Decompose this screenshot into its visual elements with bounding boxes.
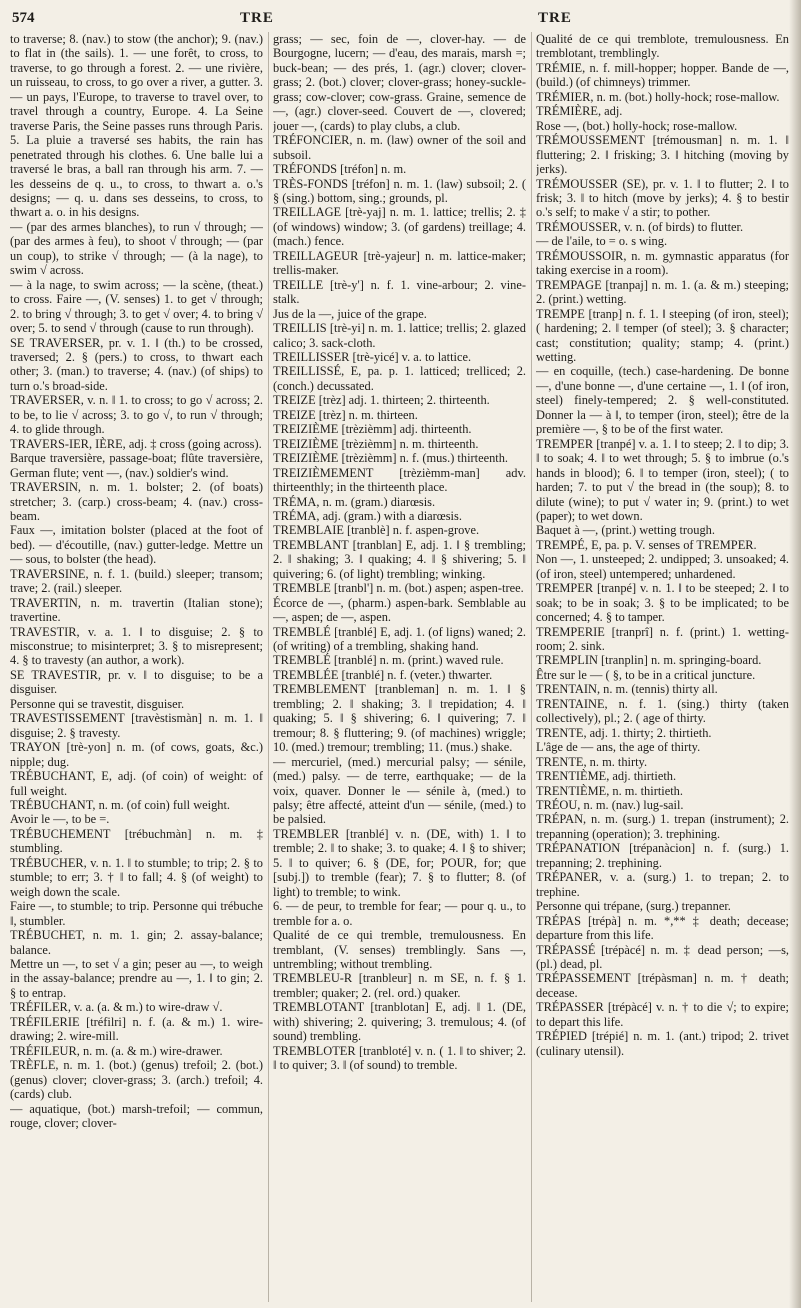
dictionary-entry: L'âge de — ans, the age of thirty.: [536, 740, 701, 755]
dictionary-entry: TRÉMOUSSER (SE), pr. v. 1. ‖ to flutter; 2. ‖ to frisk; 3. ‖ to hitch (move by jerks); 4. § to bestir o.'s self; to make √ a stir; to pother.: [536, 176, 789, 220]
dictionary-entry: TREMBLÉ [tranblé] E, adj. 1. (of ligns) waned; 2. (of writing) of a trembling, shaking hand.: [273, 624, 526, 654]
dictionary-entry: — aquatique, (bot.) marsh-trefoil; — commun, rouge, clover; clover-: [10, 1101, 263, 1130]
dictionary-entry: — en coquille, (tech.) case-hardening. De bonne —, d'une bonne —, d'une certaine —, 1. ‖ (of iron, steel) finely-tempered; 2. § well-constituted. Donner la — à ‖, to temper (iron, steel); être de la première —, § to be of the first water.: [536, 364, 789, 437]
dictionary-entry: TRAVESTIR, v. a. 1. ‖ to disguise; 2. § to misconstrue; to misinterpret; 3. § to misrepresent; 4. § to travesty (an author, a work).: [10, 624, 263, 668]
column-2: [273, 32, 526, 1302]
dictionary-entry: 6. — de peur, to tremble for fear; — pour q. u., to tremble for a. o.: [273, 899, 526, 928]
dictionary-entry: TREMBLÉE [tranblé] n. f. (veter.) thwarter.: [273, 667, 493, 682]
dictionary-entry: TRÉFILERIE [tréfilri] n. f. (a. & m.) 1. wire-drawing; 2. wire-mill.: [10, 1014, 263, 1044]
dictionary-entry: Non —, 1. unsteeped; 2. undipped; 3. unsoaked; 4. (of iron, steel) untempered; unhardened.: [536, 552, 789, 581]
page-header: [10, 6, 791, 32]
dictionary-entry: TREILLIS [trè-yi] n. m. 1. lattice; trellis; 2. glazed calico; 3. sack-cloth.: [273, 321, 526, 350]
running-head-left: TRE: [240, 10, 274, 26]
dictionary-entry: TRAVERSER, v. n. ‖ 1. to cross; to go √ across; 2. to be, to lie √ across; 3. to go √, to run √ through; 4. to glide through.: [10, 393, 263, 437]
dictionary-entry: TRÉPASSEMENT [trépàsman] n. m. † death; decease.: [536, 971, 789, 1000]
dictionary-entry: TRÉMIÈRE, adj.: [536, 104, 623, 119]
dictionary-entry: Qualité de ce qui tremblote, tremulousness. En tremblotant, tremblingly.: [536, 32, 789, 61]
dictionary-entry: TREIZIÈME [trèzièmm] adj. thirteenth.: [273, 422, 472, 437]
page-number: 574: [12, 10, 35, 26]
dictionary-entry: TRÉPASSÉ [trépàcé] n. m. ‡ dead person; —s, (pl.) dead, pl.: [536, 942, 789, 971]
dictionary-entry: TREMBLÉ [tranblé] n. m. (print.) waved rule.: [273, 653, 504, 668]
dictionary-entry: Faux —, imitation bolster (placed at the foot of bed). — d'écoutille, (nav.) gutter-ledge. Mettre un — sous, to bolster (the head).: [10, 523, 263, 567]
dictionary-entry: TRÉFONCIER, n. m. (law) owner of the soil and subsoil.: [273, 133, 526, 162]
dictionary-entry: TRAVERS-IER, IÈRE, adj. ‡ cross (going across).: [10, 436, 262, 451]
dictionary-entry: — de l'aile, to = o. s wing.: [536, 234, 668, 249]
dictionary-entry: TREMBLE [tranbl'] n. m. (bot.) aspen; aspen-tree.: [273, 581, 524, 596]
dictionary-entry: TRÉPASSER [trépàcé] v. n. † to die √; to expire; to depart this life.: [536, 1000, 789, 1029]
dictionary-entry: Baquet à —, (print.) wetting trough.: [536, 523, 715, 538]
dictionary-entry: to traverse; 8. (nav.) to stow (the anchor); 9. (nav.) to flat in (the sails). 1. — une forêt, to cross, to traverse, to go through a forest. 2. — une rivière, un ruisseau, to cross, to go over a river, a gutter. 3. — un pays, l'Europe, to traverse to travel over, to travel through a country, Europe. 4. La Seine traverse Paris, the Seine passes runs through Paris. 5. La pluie a traversé ses habits, the rain has penetrated through his clothes. 6. Une balle lui a traversé le bras, a ball ran through his arm. 7. — les desseins de q. u., to cross, to thwart a. o.'s designs; — q. u. dans ses desseins, to cross, to thwart a. o. in his designs.: [10, 32, 263, 220]
dictionary-entry: TREIZIÈME [trèzièmm] n. m. thirteenth.: [273, 436, 479, 451]
dictionary-entry: — mercuriel, (med.) mercurial palsy; — sénile, (med.) palsy. — de terre, earthquake; — de la voix, quaver. Donner le — sénile à, (med.) to palsy; être affecté, atteint d'un — sénile, (med.) to be palsied.: [273, 754, 526, 827]
dictionary-entry: TRÉFILER, v. a. (a. & m.) to wire-draw √.: [10, 1000, 223, 1015]
dictionary-entry: TRENTE, adj. 1. thirty; 2. thirtieth.: [536, 725, 712, 740]
dictionary-entry: TREIZIÈMEMENT [trèzièmm-man] adv. thirteenthly; in the thirteenth place.: [273, 465, 526, 495]
dictionary-entry: Jus de la —, juice of the grape.: [273, 306, 427, 321]
dictionary-entry: TRÉPAN, n. m. (surg.) 1. trepan (instrument); 2. trepanning (operation); 3. trephining.: [536, 812, 789, 841]
dictionary-entry: Être sur le — ( §, to be in a critical juncture.: [536, 667, 756, 682]
dictionary-entry: TREILLISSER [trè-yicé] v. a. to lattice.: [273, 349, 472, 364]
dictionary-entry: TREMBLAIE [tranblè] n. f. aspen-grove.: [273, 523, 480, 538]
dictionary-entry: TREMPLIN [tranplin] n. m. springing-board.: [536, 653, 762, 668]
dictionary-entry: TRÈS-FONDS [tréfon] n. m. 1. (law) subsoil; 2. ( § (sing.) bottom, sing.; grounds, pl.: [273, 176, 526, 205]
dictionary-entry: TRÉPANER, v. a. (surg.) 1. to trepan; 2. to trephine.: [536, 870, 789, 899]
column-3: [536, 32, 789, 1302]
dictionary-entry: TRÉMIE, n. f. mill-hopper; hopper. Bande de —, (build.) (of chimneys) trimmer.: [536, 60, 789, 90]
dictionary-entry: Écorce de —, (pharm.) aspen-bark. Semblable au —, aspen; de —, aspen.: [273, 595, 526, 625]
dictionary-entry: TREMBLER [tranblé] v. n. (DE, with) 1. ‖ to tremble; 2. ‖ to shake; 3. to quake; 4. ‖ § to shiver; 5. ‖ to quiver; 6. § (DE, for; POUR, for; que [subj.]) to tremble (fear); 7. § to flutter; 8. (of light) to tremble; to wink.: [273, 826, 526, 899]
dictionary-entry: TRAVESTISSEMENT [travèstismàn] n. m. 1. ‖ disguise; 2. § travesty.: [10, 711, 263, 740]
dictionary-entry: TRÉFONDS [tréfon] n. m.: [273, 162, 407, 177]
page-gutter-shadow: [789, 0, 801, 1308]
dictionary-entry: TRÉBUCHET, n. m. 1. gin; 2. assay-balance; balance.: [10, 928, 263, 957]
dictionary-entry: TRENTIÈME, adj. thirtieth.: [536, 769, 677, 784]
dictionary-entry: Faire —, to stumble; to trip. Personne qui trébuche ‖, stumbler.: [10, 899, 263, 928]
dictionary-entry: TRÉFILEUR, n. m. (a. & m.) wire-drawer.: [10, 1043, 223, 1058]
dictionary-entry: TRÈFLE, n. m. 1. (bot.) (genus) trefoil; 2. (bot.) (genus) clover; clover-grass; 3. (arch.) trefoil; 4. (cards) club.: [10, 1058, 263, 1102]
dictionary-entry: TRÉMIER, n. m. (bot.) holly-hock; rose-mallow.: [536, 89, 780, 104]
column-divider: [268, 32, 269, 1302]
dictionary-entry: TRÉMA, n. m. (gram.) diarœsis.: [273, 494, 436, 509]
dictionary-entry: TREIZE [trèz] n. m. thirteen.: [273, 407, 418, 422]
dictionary-entry: TRAYON [trè-yon] n. m. (of cows, goats, &c.) nipple; dug.: [10, 740, 263, 769]
dictionary-entry: Avoir le —, to be =.: [10, 812, 110, 827]
dictionary-entry: grass; — sec, foin de —, clover-hay. — de Bourgogne, lucern; — d'eau, des marais, marsh =; buck-bean; — des prés, 1. (agr.) clover; clover-grass; 2. (bot.) clover; clover-grass; honey-suckle-grass; cow-clover; cow-grass. Graine, semence de —, (agr.) clover-seed. Couvert de —, clovered; jouer —, (cards) to play clubs, a club.: [273, 32, 526, 133]
dictionary-entry: TRENTAIN, n. m. (tennis) thirty all.: [536, 682, 718, 697]
dictionary-entry: — (par des armes blanches), to run √ through; — (par des armes à feu), to shoot √ through; — (par un coup), to strike √ through; — (à la nage), to swim √ across.: [10, 219, 263, 278]
dictionary-entry: Qualité de ce qui tremble, tremulousness. En tremblant, (V. senses) tremblingly. Sans —, untrembling; without trembling.: [273, 928, 526, 971]
dictionary-entry: TRÉBUCHER, v. n. 1. ‖ to stumble; to trip; 2. § to stumble; to err; 3. † ‖ to fall; 4. § (of weight) to weigh down the scale.: [10, 855, 263, 899]
dictionary-entry: TRÉPIED [trépié] n. m. 1. (ant.) tripod; 2. trivet (culinary utensil).: [536, 1029, 789, 1058]
running-head-right: TRE: [538, 10, 572, 26]
dictionary-entry: TREMBLEMENT [tranbleman] n. m. 1. ‖ § trembling; 2. ‖ shaking; 3. ‖ trepidation; 4. ‖ quaking; 5. ‖ § shivering; 6. ‖ quivering; 7. ‖ tremour; 8. § fluttering; 9. (of machines) wriggle; 10. (med.) tremour; trembling; 11. (mus.) shake.: [273, 682, 526, 755]
dictionary-entry: TRÉPAS [trépà] n. m. *,** ‡ death; decease; departure from this life.: [536, 913, 789, 943]
dictionary-entry: TREILLAGEUR [trè-yajeur] n. m. lattice-maker; trellis-maker.: [273, 248, 526, 278]
dictionary-entry: Personne qui se travestit, disguiser.: [10, 696, 185, 711]
dictionary-entry: TRÉBUCHEMENT [trébuchmàn] n. m. ‡ stumbling.: [10, 826, 263, 856]
dictionary-entry: TRAVERTIN, n. m. travertin (Italian stone); travertine.: [10, 595, 263, 625]
dictionary-entry: TREMBLEU-R [tranbleur] n. m SE, n. f. § 1. trembler; quaker; 2. (rel. ord.) quaker.: [273, 971, 526, 1000]
dictionary-entry: TREILLE [trè-y'] n. f. 1. vine-arbour; 2. vine-stalk.: [273, 277, 526, 307]
dictionary-entry: TRÉBUCHANT, n. m. (of coin) full weight.: [10, 798, 231, 813]
dictionary-entry: TRENTAINE, n. f. 1. (sing.) thirty (taken collectively), pl.; 2. ( age of thirty.: [536, 696, 789, 726]
dictionary-entry: TREILLISSÉ, E, pa. p. 1. latticed; trelliced; 2. (conch.) decussated.: [273, 364, 526, 393]
dictionary-entry: TRÉMOUSSEMENT [trémousman] n. m. 1. ‖ fluttering; 2. ‖ frisking; 3. ‖ hitching (moving by jerks).: [536, 133, 789, 177]
dictionary-entry: TREMPAGE [tranpaj] n. m. 1. (a. & m.) steeping; 2. (print.) wetting.: [536, 277, 789, 307]
dictionary-entry: TRAVERSIN, n. m. 1. bolster; 2. (of boats) stretcher; 3. (carp.) cross-beam; 4. (nav.) cross-beam.: [10, 480, 263, 523]
dictionary-entry: TRÉOU, n. m. (nav.) lug-sail.: [536, 798, 684, 813]
dictionary-entry: Barque traversière, passage-boat; flûte traversière, German flute; vent —, (nav.) soldier's wind.: [10, 451, 263, 480]
dictionary-entry: TREMBLANT [tranblan] E, adj. 1. ‖ § trembling; 2. ‖ shaking; 3. ‖ quaking; 4. ‖ § shivering; 5. ‖ quivering; 6. (of light) trembling; winking.: [273, 537, 526, 581]
dictionary-entry: Rose —, (bot.) holly-hock; rose-mallow.: [536, 118, 738, 133]
dictionary-entry: TREMPE [tranp] n. f. 1. ‖ steeping (of iron, steel); ( hardening; 2. ‖ temper (of steel); 3. § character; cast; constitution; quality; stamp; 4. (print.) wetting.: [536, 306, 789, 364]
dictionary-entry: TRÉMOUSSER, v. n. (of birds) to flutter.: [536, 219, 744, 234]
dictionary-entry: — à la nage, to swim across; — la scène, (theat.) to cross. Faire —, (V. senses) 1. to get √ through; 2. to bring √ through; 3. to get √ over; 4. to bring √ over; 5. to send √ through (cause to run through).: [10, 277, 263, 336]
dictionary-entry: TREMBLOTANT [tranblotan] E, adj. ‖ 1. (DE, with) shivering; 2. quivering; 3. tremulous; 4. (of sound) trembling.: [273, 1000, 526, 1044]
dictionary-entry: TRENTIÈME, n. m. thirtieth.: [536, 783, 683, 798]
column-divider: [531, 32, 532, 1302]
dictionary-entry: TREMPERIE [tranprî] n. f. (print.) 1. wetting-room; 2. sink.: [536, 624, 789, 654]
dictionary-entry: TREIZE [trèz] adj. 1. thirteen; 2. thirteenth.: [273, 393, 490, 408]
dictionary-entry: TREMPER [tranpé] v. n. 1. ‖ to be steeped; 2. ‖ to soak; to be in soak; 3. § to be implicated; to be concerned; 4. § to tamper.: [536, 581, 789, 625]
dictionary-entry: TREILLAGE [trè-yaj] n. m. 1. lattice; trellis; 2. ‡ (of windows) window; 3. (of gardens) treillage; 4. (mach.) fence.: [273, 205, 526, 249]
dictionary-entry: SE TRAVESTIR, pr. v. ‖ to disguise; to be a disguiser.: [10, 667, 263, 697]
dictionary-entry: TRAVERSINE, n. f. 1. (build.) sleeper; transom; trave; 2. (rail.) sleeper.: [10, 566, 263, 596]
columns: [10, 32, 791, 1302]
dictionary-entry: TRÉBUCHANT, E, adj. (of coin) of weight: of full weight.: [10, 769, 263, 798]
dictionary-entry: Mettre un —, to set √ a gin; peser au —, to weigh in the assay-balance; prendre au —, 1. ‖ to gin; 2. § to entrap.: [10, 957, 263, 1000]
dictionary-entry: Personne qui trépane, (surg.) trepanner.: [536, 899, 731, 914]
dictionary-entry: TREMBLOTER [tranbloté] v. n. ( 1. ‖ to shiver; 2. ‖ to quiver; 3. ‖ (of sound) to tremble.: [273, 1043, 526, 1073]
dictionary-entry: SE TRAVERSER, pr. v. 1. ‖ (th.) to be crossed, traversed; 2. § (pers.) to cross, to thwart each other; 3. (man.) to traverse; 4. (nav.) (of ships) to turn o.'s broad-side.: [10, 335, 263, 393]
column-1: [10, 32, 263, 1302]
dictionary-entry: TRÉMOUSSOIR, n. m. gymnastic apparatus (for taking exercise in a room).: [536, 248, 789, 278]
dictionary-entry: TREMPER [tranpé] v. a. 1. ‖ to steep; 2. ‖ to dip; 3. ‖ to soak; 4. ‖ to wet through; 5. § to imbrue (o.'s hands in blood); 6. ‖ to temper (iron, steel); ( to harden; 7. to put √ the bread in (the soup); 8. to dilute (wine); to put √ water in; 9. (print.) to wet (paper); to wet down.: [536, 436, 789, 523]
dictionary-entry: TRÉPANATION [trépanàcion] n. f. (surg.) 1. trepanning; 2. trephining.: [536, 841, 789, 870]
dictionary-entry: TRÉMA, adj. (gram.) with a diarœsis.: [273, 508, 462, 523]
dictionary-entry: TREMPÉ, E, pa. p. V. senses of TREMPER.: [536, 537, 757, 552]
dictionary-entry: TRENTE, n. m. thirty.: [536, 754, 648, 769]
dictionary-entry: TREIZIÈME [trèzièmm] n. f. (mus.) thirteenth.: [273, 451, 509, 466]
